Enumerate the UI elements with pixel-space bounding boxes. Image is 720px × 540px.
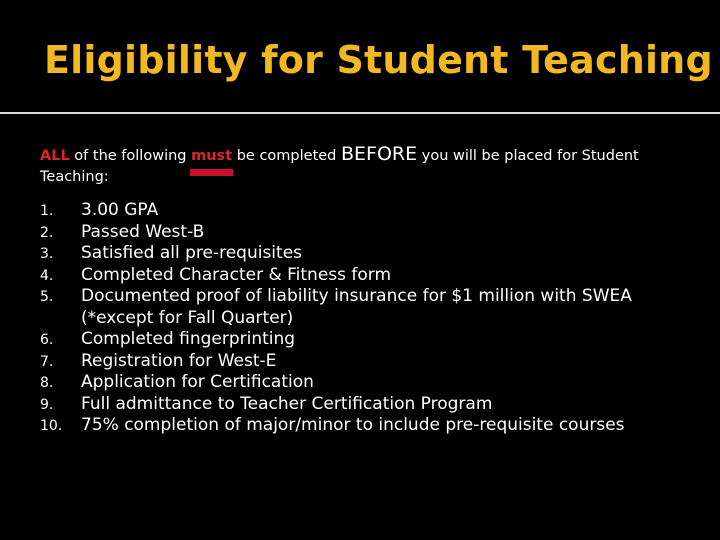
list-item <box>40 394 700 416</box>
list-item <box>40 222 700 244</box>
list-item-number: 4. <box>40 267 54 284</box>
title-divider <box>0 112 720 114</box>
list-item-number: 3. <box>40 246 54 262</box>
list-item-text: Passed West-B <box>81 221 205 242</box>
list-item-number: 8. <box>40 375 54 391</box>
list-item <box>40 415 700 437</box>
list-item-text: Completed Character & Fitness form <box>81 264 392 285</box>
list-item <box>40 351 700 373</box>
title-bar <box>0 0 720 112</box>
list-item-number: 1. <box>40 203 54 219</box>
intro-all: ALL <box>40 148 70 164</box>
list-item-text: Completed fingerprinting <box>81 329 296 349</box>
list-item-text: Application for Certification <box>81 372 314 392</box>
list-item-text: Documented proof of liability insurance for $1 million with SWEA (*except for Fall Quarter) <box>81 286 632 328</box>
intro-must: must <box>191 146 232 167</box>
list-item-number: 10. <box>40 418 63 434</box>
intro-before: BEFORE <box>341 143 418 165</box>
intro-text-2: be completed <box>232 148 341 164</box>
list-item-text: 75% completion of major/minor to include pre-requisite courses <box>81 415 625 435</box>
list-item-text: 3.00 GPA <box>81 200 159 220</box>
list-item-text: Satisfied all pre-requisites <box>81 243 303 263</box>
list-item <box>40 265 700 287</box>
list-item <box>40 243 700 265</box>
list-item <box>40 286 700 329</box>
list-item-text: Registration for West-E <box>81 350 277 371</box>
list-item-number: 7. <box>40 353 54 370</box>
intro-text-1: of the following <box>69 148 192 164</box>
list-item-number: 9. <box>40 396 54 413</box>
intro-text <box>40 144 680 188</box>
list-item <box>40 329 700 351</box>
list-item-number: 6. <box>40 332 54 348</box>
intro-text-3: you will be placed for Student Teaching: <box>40 148 639 185</box>
slide-title: Eligibility for Student Teaching <box>44 38 713 82</box>
list-item-number: 5. <box>40 289 54 305</box>
list-item-text: Full admittance to Teacher Certification Program <box>81 393 493 414</box>
list-item <box>40 200 700 222</box>
list-item-number: 2. <box>40 224 54 241</box>
list-item <box>40 372 700 394</box>
requirements-list <box>40 200 700 437</box>
